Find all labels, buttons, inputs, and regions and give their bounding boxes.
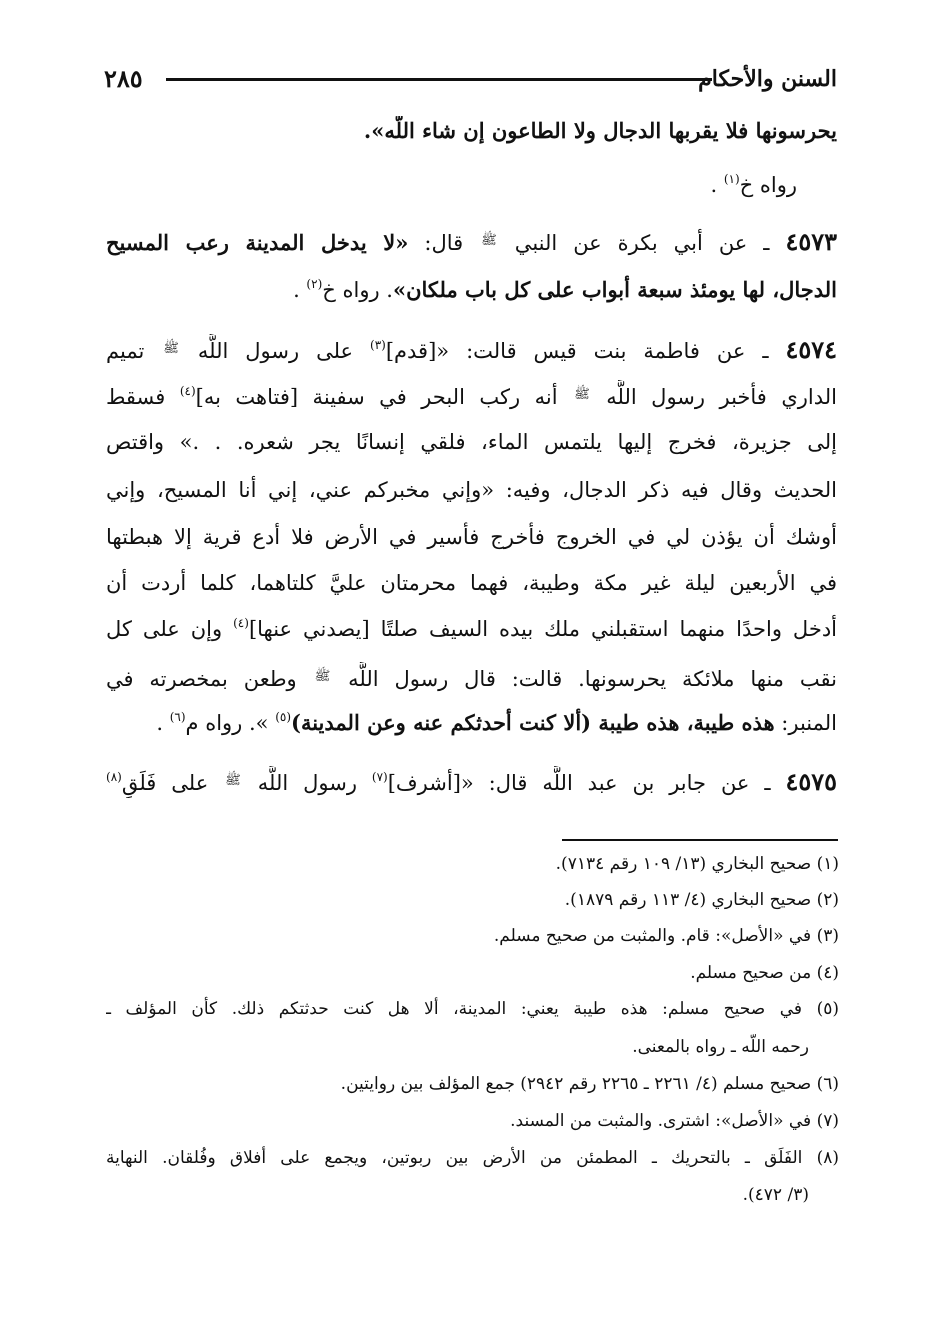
narration-text: أدخل واحدًا منهما استقبلني ملك بيده السيف صلتًا [يصدني عنها] <box>248 617 837 641</box>
footnote-1 <box>106 851 839 879</box>
narration-text: وطعن بمخصرته في <box>106 667 313 691</box>
footnote-text: (٦) صحيح مسلم (٤/ ٢٢٦١ ـ ٢٢٦٥ رقم ٢٩٤٢) جمع المؤلف بين روايتين. <box>340 1074 839 1094</box>
punctuation: . <box>710 173 724 197</box>
narration-text: نقب منها ملائكة يحرسونها. قالت: قال رسول اللَّه <box>332 667 837 691</box>
punctuation: . <box>156 711 170 735</box>
hadith-number: ٤٥٧٤ <box>785 335 837 364</box>
footnote-7 <box>106 1108 839 1136</box>
hadith-number: ٤٥٧٥ <box>785 767 837 796</box>
footnote-8 <box>106 1145 839 1173</box>
narration-text: فسقط <box>106 385 180 409</box>
footnote-text: (٥) في صحيح مسلم: هذه طيبة يعني: المدينة، ألا هل كنت حدثتكم ذلك. كأن المؤلف ـ <box>106 999 839 1019</box>
text-line <box>106 116 837 148</box>
header-title: السنن والأحكام <box>698 66 837 92</box>
footnote-8-continued <box>106 1182 839 1210</box>
hadith-number: ٤٥٧٣ <box>785 227 837 256</box>
narration-text: الحديث وقال فيه ذكر الدجال، وفيه: «وإني مخبركم عني، إني أنا المسيح، وإني <box>106 478 837 502</box>
page-number: ٢٨٥ <box>104 64 143 93</box>
hadith-4575-line-1 <box>106 766 837 798</box>
footnote-text: (٣/ ٤٧٢). <box>742 1185 809 1205</box>
text-line <box>106 170 837 202</box>
footnote-ref[interactable]: (٤) <box>233 616 249 630</box>
narration-text: أنه ركب البحر في سفينة [فتاهت به] <box>195 385 573 409</box>
text-line <box>106 380 837 412</box>
running-header <box>104 58 837 98</box>
text-line <box>106 662 837 694</box>
narration-text: إلى جزيرة، فخرج إليها يلتمس الماء، فلقي إنسانًا يجر شعره. . .» واقتص <box>106 430 837 454</box>
punctuation: . <box>293 278 307 302</box>
footnote-5-continued <box>106 1034 839 1062</box>
footnote-ref[interactable]: (٢) <box>306 277 323 291</box>
hadith-4573-line-2 <box>106 275 837 307</box>
salla-symbol: ﷺ <box>314 669 331 684</box>
footnote-ref[interactable]: (٥) <box>275 710 292 724</box>
narration-text: رسول اللَّه <box>242 771 372 795</box>
narration-text: ـ عن فاطمة بنت قيس قالت: «[قدم] <box>385 339 786 363</box>
narration-text: المنبر: <box>774 711 837 735</box>
hadith-4574-line-1 <box>106 334 837 366</box>
salla-symbol: ﷺ <box>163 341 179 356</box>
narration-text: أوشك أن يؤذن لي في الخروج فأخرج فأسير في الأرض فلا أدع قرية إلا هبطتها <box>106 525 837 549</box>
footnote-ref[interactable]: (٨) <box>106 770 122 784</box>
narration-text: ـ عن جابر بن عبد اللَّه قال: «[أشرف] <box>387 771 786 795</box>
footnote-6 <box>106 1071 839 1099</box>
footnote-ref[interactable]: (٧) <box>371 770 388 784</box>
narration-text: على رسول اللَّه <box>180 339 371 363</box>
text-line <box>106 427 837 459</box>
footnote-ref[interactable]: (٣) <box>370 338 386 352</box>
narration-text: تميم <box>106 339 162 363</box>
text-line <box>106 475 837 507</box>
salla-symbol: ﷺ <box>481 233 497 248</box>
footnote-text: (٢) صحيح البخاري (٤/ ١١٣ رقم ١٨٧٩). <box>564 890 839 910</box>
footnote-ref[interactable]: (٤) <box>179 384 196 398</box>
footnote-3 <box>106 923 839 951</box>
footnote-text: (٣) في «الأصل»: قام. والمثبت من صحيح مسلم. <box>493 926 839 946</box>
footnote-text: رحمه اللَّه ـ رواه بالمعنى. <box>632 1037 809 1057</box>
footnote-text: (٧) في «الأصل»: اشترى. والمثبت من المسند. <box>510 1111 839 1131</box>
footnote-ref[interactable]: (١) <box>723 172 740 186</box>
footnote-text: (١) صحيح البخاري (١٣/ ١٠٩ رقم ٧١٣٤). <box>555 854 839 874</box>
narration-text: في الأربعين ليلة غير مكة وطيبة، فهما محرمتان عليَّ كلتاهما، كلما أردت أن <box>106 571 837 595</box>
narration-text: الداري فأخبر رسول اللَّه <box>591 385 837 409</box>
footnote-text: (٨) الفَلَق ـ بالتحريك ـ المطمئن من الأرض بين ربوتين، ويجمع على أفلاق وفُلقان. النهاية <box>106 1148 839 1168</box>
footnote-5 <box>106 996 839 1024</box>
footnote-ref[interactable]: (٦) <box>169 710 186 724</box>
hadith-text: الدجال، لها يومئذ سبعة أبواب على كل باب ملكان» <box>392 277 837 302</box>
footnote-text: (٤) من صحيح مسلم. <box>690 963 839 983</box>
footnote-2 <box>106 887 839 915</box>
text-line <box>106 522 837 554</box>
salla-symbol: ﷺ <box>574 387 590 402</box>
hadith-text: يحرسونها فلا يقربها الدجال ولا الطاعون إن شاء اللَّه». <box>363 118 837 143</box>
citation-text: ». رواه م <box>185 711 276 735</box>
hadith-text: هذه طيبة، هذه طيبة (ألا كنت أحدثكم عنه وعن المدينة) <box>291 710 775 735</box>
narration-text: قال: <box>408 231 480 255</box>
citation-text: رواه خ <box>739 173 797 197</box>
footnote-separator <box>562 839 838 841</box>
hadith-4573-line-1 <box>106 226 837 258</box>
text-line <box>106 568 837 600</box>
citation-text: . رواه خ <box>322 278 393 302</box>
text-line <box>106 708 837 740</box>
text-line <box>106 614 837 646</box>
narration-text: وإن على كل <box>106 617 234 641</box>
header-rule <box>166 78 712 81</box>
salla-symbol: ﷺ <box>225 773 241 788</box>
narration-text: ـ عن أبي بكرة عن النبي <box>498 231 786 255</box>
narration-text: على فَلَقٍ <box>121 771 224 795</box>
footnote-4 <box>106 960 839 988</box>
hadith-text: «لا يدخل المدينة رعب المسيح <box>106 230 409 255</box>
